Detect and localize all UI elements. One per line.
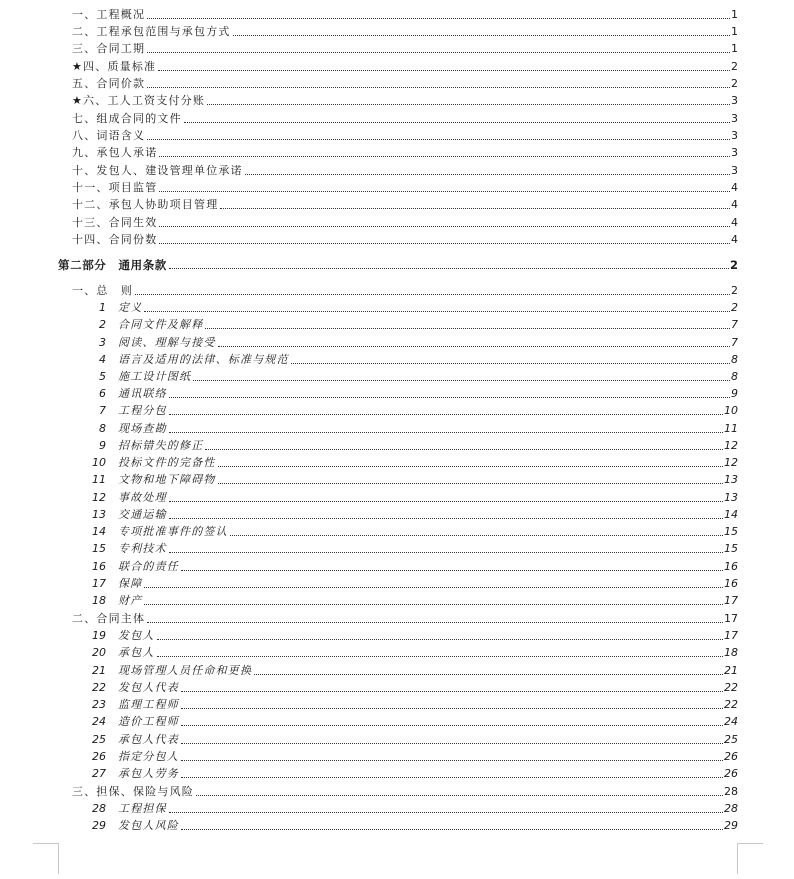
toc-entry-title: 监理工程师 xyxy=(118,698,179,711)
toc-entry-page: 10 xyxy=(724,404,738,417)
dot-leader xyxy=(158,70,730,71)
toc-entry-title: 发包人 xyxy=(118,629,155,642)
toc-subentry-number: 4 xyxy=(99,353,106,366)
toc-subentry[interactable] xyxy=(84,765,738,781)
toc-subentry-number: 22 xyxy=(92,681,106,694)
toc-entry-page: 3 xyxy=(731,129,738,142)
dot-leader xyxy=(159,156,730,157)
toc-entry-page: 4 xyxy=(731,198,738,211)
toc-entry-page: 26 xyxy=(724,767,738,780)
dot-leader xyxy=(254,674,723,675)
toc-entry-page: 4 xyxy=(731,216,738,229)
toc-entry-page: 2 xyxy=(731,301,738,314)
dot-leader xyxy=(218,346,730,347)
toc-entry-title: 阅读、理解与接受 xyxy=(118,336,216,349)
toc-entry-page: 1 xyxy=(731,42,738,55)
toc-entry-title: 招标错失的修正 xyxy=(118,439,204,452)
toc-subentry[interactable] xyxy=(84,506,738,522)
toc-subentry[interactable] xyxy=(84,385,738,401)
toc-entry-title: 三、担保、保险与风险 xyxy=(72,785,194,798)
toc-subentry[interactable] xyxy=(84,299,738,315)
toc-entry[interactable] xyxy=(72,75,738,91)
toc-subentry[interactable] xyxy=(84,316,738,332)
dot-leader xyxy=(220,208,730,209)
toc-entry[interactable] xyxy=(72,110,738,126)
dot-leader xyxy=(144,311,730,312)
toc-entry-page: 18 xyxy=(724,646,738,659)
toc-entry[interactable] xyxy=(72,196,738,212)
toc-subentry[interactable] xyxy=(84,402,738,418)
toc-subentry[interactable] xyxy=(84,592,738,608)
toc-entry[interactable] xyxy=(72,92,738,108)
toc-subentry[interactable] xyxy=(84,454,738,470)
toc-entry-page: 8 xyxy=(731,370,738,383)
toc-subentry-number: 29 xyxy=(92,819,106,832)
dot-leader xyxy=(205,328,730,329)
toc-subentry-number: 8 xyxy=(99,422,106,435)
toc-subentry-number: 9 xyxy=(99,439,106,452)
toc-subentry[interactable] xyxy=(84,523,738,539)
toc-entry-title: 通讯联络 xyxy=(118,387,167,400)
dot-leader xyxy=(169,501,723,502)
toc-entry-title: 施工设计图纸 xyxy=(118,370,192,383)
toc-entry[interactable] xyxy=(72,23,738,39)
toc-entry-title: 承包人劳务 xyxy=(118,767,179,780)
toc-entry-page: 22 xyxy=(724,698,738,711)
dot-leader xyxy=(181,570,723,571)
toc-entry-page: 24 xyxy=(724,715,738,728)
toc-entry-page: 13 xyxy=(724,491,738,504)
toc-subentry[interactable] xyxy=(84,800,738,816)
toc-entry-page: 1 xyxy=(731,25,738,38)
dot-leader xyxy=(147,139,730,140)
toc-entry-title: 十三、合同生效 xyxy=(72,216,158,229)
toc-subentry-number: 11 xyxy=(92,473,106,486)
toc-entry-title: 保障 xyxy=(118,577,143,590)
toc-entry-title: 十、发包人、建设管理单位承诺 xyxy=(72,164,243,177)
toc-entry-page: 15 xyxy=(724,542,738,555)
dot-leader xyxy=(159,226,730,227)
toc-section[interactable] xyxy=(72,783,738,799)
toc-subentry[interactable] xyxy=(84,731,738,747)
toc-subentry[interactable] xyxy=(84,644,738,660)
toc-entry-title: 五、合同价款 xyxy=(72,77,146,90)
toc-subentry-number: 5 xyxy=(99,370,106,383)
toc-entry[interactable] xyxy=(72,58,738,74)
toc-entry[interactable] xyxy=(72,179,738,195)
toc-subentry-number: 2 xyxy=(99,318,106,331)
toc-entry-page: 3 xyxy=(731,112,738,125)
toc-subentry-number: 1 xyxy=(99,301,106,314)
toc-entry-page: 11 xyxy=(724,422,738,435)
toc-entry-title: 定义 xyxy=(118,301,143,314)
toc-entry-page: 8 xyxy=(731,353,738,366)
dot-leader xyxy=(233,35,730,36)
dot-leader xyxy=(169,432,723,433)
toc-entry-page: 3 xyxy=(731,146,738,159)
toc-entry[interactable] xyxy=(72,6,738,22)
toc-subentry-number: 7 xyxy=(99,404,106,417)
toc-subentry[interactable] xyxy=(84,351,738,367)
toc-subentry-number: 6 xyxy=(99,387,106,400)
toc-entry-title: 财产 xyxy=(118,594,143,607)
toc-subentry[interactable] xyxy=(84,696,738,712)
toc-subentry-number: 20 xyxy=(92,646,106,659)
toc-subentry[interactable] xyxy=(84,420,738,436)
toc-entry-page: 12 xyxy=(724,439,738,452)
toc-entry-page: 3 xyxy=(731,164,738,177)
toc-entry-title: 工程分包 xyxy=(118,404,167,417)
dot-leader xyxy=(169,268,729,269)
dot-leader xyxy=(157,656,723,657)
toc-entry-page: 1 xyxy=(731,8,738,21)
toc-subentry-number: 21 xyxy=(92,664,106,677)
toc-subentry-number: 17 xyxy=(92,577,106,590)
toc-subentry-number: 24 xyxy=(92,715,106,728)
toc-entry-page: 21 xyxy=(724,664,738,677)
dot-leader xyxy=(184,122,730,123)
toc-entry-title: 现场管理人员任命和更换 xyxy=(118,664,253,677)
toc-entry-title: 第二部分 通用条款 xyxy=(58,258,167,272)
toc-entry-page: 2 xyxy=(731,284,738,297)
toc-entry[interactable] xyxy=(72,214,738,230)
toc-entry-title: 造价工程师 xyxy=(118,715,179,728)
toc-subentry[interactable] xyxy=(84,489,738,505)
dot-leader xyxy=(147,52,730,53)
toc-subentry[interactable] xyxy=(84,558,738,574)
toc-subentry-number: 23 xyxy=(92,698,106,711)
toc-entry-page: 25 xyxy=(724,733,738,746)
toc-subentry[interactable] xyxy=(84,540,738,556)
toc-entry-page: 29 xyxy=(724,819,738,832)
toc-entry[interactable] xyxy=(72,127,738,143)
toc-subentry-number: 13 xyxy=(92,508,106,521)
dot-leader xyxy=(218,466,723,467)
toc-entry-title: 八、词语含义 xyxy=(72,129,146,142)
toc-entry-title: 十四、合同份数 xyxy=(72,233,158,246)
toc-entry-title: 专利技术 xyxy=(118,542,167,555)
toc-subentry[interactable] xyxy=(84,471,738,487)
dot-leader xyxy=(169,518,723,519)
toc-entry[interactable] xyxy=(72,144,738,160)
toc-subentry-number: 15 xyxy=(92,542,106,555)
toc-subentry[interactable] xyxy=(84,748,738,764)
dot-leader xyxy=(207,104,730,105)
toc-subentry[interactable] xyxy=(84,662,738,678)
toc-subentry[interactable] xyxy=(84,627,738,643)
toc-entry-page: 17 xyxy=(724,629,738,642)
toc-entry-page: 4 xyxy=(731,181,738,194)
dot-leader xyxy=(144,604,723,605)
toc-entry-title: 二、工程承包范围与承包方式 xyxy=(72,25,231,38)
toc-entry-title: 现场查勘 xyxy=(118,422,167,435)
dot-leader xyxy=(181,725,723,726)
toc-entry-page: 12 xyxy=(724,456,738,469)
dot-leader xyxy=(181,829,723,830)
toc-section[interactable] xyxy=(72,282,738,298)
toc-subentry-number: 3 xyxy=(99,336,106,349)
toc-subentry[interactable] xyxy=(84,713,738,729)
toc-subentry-number: 25 xyxy=(92,733,106,746)
toc-entry-page: 28 xyxy=(724,802,738,815)
dot-leader xyxy=(135,294,730,295)
toc-entry-page: 2 xyxy=(731,77,738,90)
dot-leader xyxy=(291,363,730,364)
toc-entry-page: 7 xyxy=(731,336,738,349)
toc-entry-title: 专项批准事件的签认 xyxy=(118,525,228,538)
toc-entry-title: 联合的责任 xyxy=(118,560,179,573)
toc-entry-title: 七、组成合同的文件 xyxy=(72,112,182,125)
dot-leader xyxy=(159,191,730,192)
toc-entry[interactable] xyxy=(72,40,738,56)
toc-entry-page: 14 xyxy=(724,508,738,521)
dot-leader xyxy=(205,449,723,450)
dot-leader xyxy=(196,795,723,796)
toc-entry-page: 2 xyxy=(731,60,738,73)
toc-subentry-number: 14 xyxy=(92,525,106,538)
dot-leader xyxy=(169,552,723,553)
toc-entry-page: 7 xyxy=(731,318,738,331)
toc-entry-title: 语言及适用的法律、标准与规范 xyxy=(118,353,289,366)
toc-subentry-number: 28 xyxy=(92,802,106,815)
dot-leader xyxy=(193,380,730,381)
toc-entry-page: 17 xyxy=(724,612,738,625)
toc-entry-page: 16 xyxy=(724,560,738,573)
dot-leader xyxy=(157,639,723,640)
toc-entry-title: 文物和地下障碍物 xyxy=(118,473,216,486)
dot-leader xyxy=(218,483,723,484)
dot-leader xyxy=(230,535,723,536)
toc-entry-title: 一、总 则 xyxy=(72,284,133,297)
page-corner-mark-left xyxy=(33,843,59,874)
toc-subentry[interactable] xyxy=(84,368,738,384)
toc-entry-page: 13 xyxy=(724,473,738,486)
toc-subentry-number: 19 xyxy=(92,629,106,642)
toc-entry-page: 15 xyxy=(724,525,738,538)
dot-leader xyxy=(147,18,730,19)
toc-entry-title: 合同文件及解释 xyxy=(118,318,204,331)
dot-leader xyxy=(181,691,723,692)
toc-entry-title: 投标文件的完备性 xyxy=(118,456,216,469)
dot-leader xyxy=(169,812,723,813)
toc-subentry-number: 27 xyxy=(92,767,106,780)
toc-part-heading[interactable] xyxy=(58,256,738,272)
toc-entry-title: 工程担保 xyxy=(118,802,167,815)
toc-entry-page: 2 xyxy=(729,258,738,272)
dot-leader xyxy=(159,243,730,244)
toc-entry-page: 26 xyxy=(724,750,738,763)
toc-subentry-number: 18 xyxy=(92,594,106,607)
toc-entry[interactable] xyxy=(72,162,738,178)
toc-subentry-number: 10 xyxy=(92,456,106,469)
dot-leader xyxy=(147,87,730,88)
toc-entry-page: 22 xyxy=(724,681,738,694)
toc-subentry[interactable] xyxy=(84,575,738,591)
toc-subentry[interactable] xyxy=(84,334,738,350)
toc-entry-title: 三、合同工期 xyxy=(72,42,146,55)
dot-leader xyxy=(245,174,730,175)
toc-entry-title: 事故处理 xyxy=(118,491,167,504)
toc-entry[interactable] xyxy=(72,231,738,247)
dot-leader xyxy=(181,777,723,778)
dot-leader xyxy=(169,414,723,415)
toc-entry-title: 发包人代表 xyxy=(118,681,179,694)
toc-entry-title: 承包人代表 xyxy=(118,733,179,746)
toc-entry-title: ★六、工人工资支付分账 xyxy=(72,94,206,107)
dot-leader xyxy=(169,397,730,398)
toc-subentry[interactable] xyxy=(84,437,738,453)
toc-subentry-number: 26 xyxy=(92,750,106,763)
toc-entry-title: 九、承包人承诺 xyxy=(72,146,158,159)
toc-entry-title: 承包人 xyxy=(118,646,155,659)
toc-entry-title: 十二、承包人协助项目管理 xyxy=(72,198,219,211)
page-corner-mark-right xyxy=(737,843,763,874)
dot-leader xyxy=(144,587,723,588)
toc-section[interactable] xyxy=(72,610,738,626)
dot-leader xyxy=(181,708,723,709)
toc-entry-title: 十一、项目监管 xyxy=(72,181,158,194)
toc-entry-title: 二、合同主体 xyxy=(72,612,146,625)
toc-subentry-number: 12 xyxy=(92,491,106,504)
toc-entry-page: 16 xyxy=(724,577,738,590)
toc-entry-title: 交通运输 xyxy=(118,508,167,521)
dot-leader xyxy=(147,622,723,623)
toc-subentry[interactable] xyxy=(84,679,738,695)
toc-entry-title: 发包人风险 xyxy=(118,819,179,832)
toc-subentry-number: 16 xyxy=(92,560,106,573)
toc-entry-title: ★四、质量标准 xyxy=(72,60,157,73)
toc-entry-page: 3 xyxy=(731,94,738,107)
toc-entry-title: 一、工程概况 xyxy=(72,8,146,21)
toc-entry-page: 28 xyxy=(724,785,738,798)
dot-leader xyxy=(181,760,723,761)
toc-entry-page: 17 xyxy=(724,594,738,607)
toc-entry-page: 4 xyxy=(731,233,738,246)
dot-leader xyxy=(181,743,723,744)
toc-entry-page: 9 xyxy=(731,387,738,400)
toc-entry-title: 指定分包人 xyxy=(118,750,179,763)
toc-subentry[interactable] xyxy=(84,817,738,833)
